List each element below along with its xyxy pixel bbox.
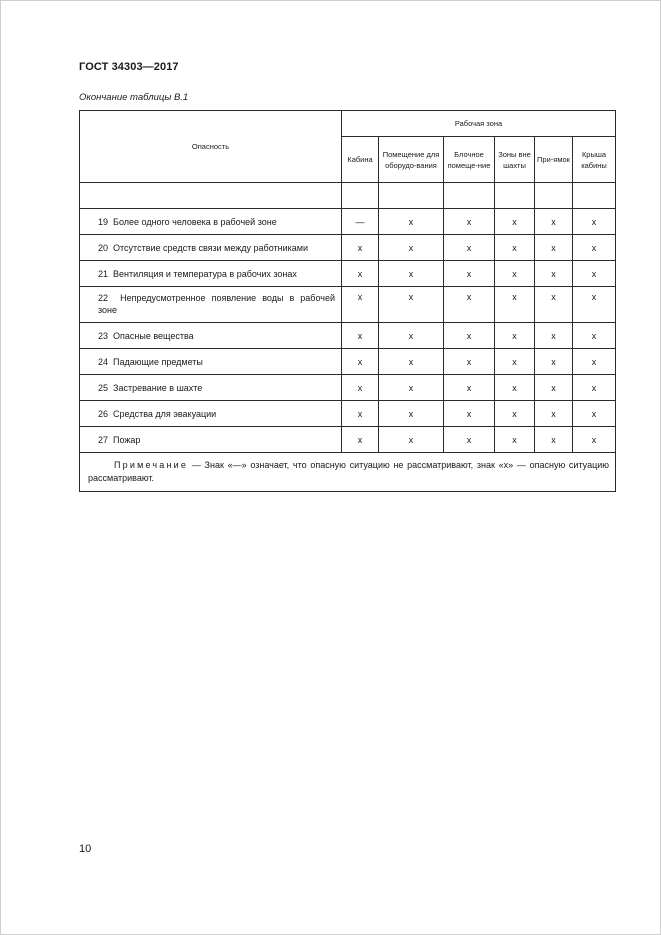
mark-cell: х — [342, 427, 379, 453]
mark-cell: х — [444, 401, 495, 427]
mark-cell: х — [495, 323, 535, 349]
mark-cell: х — [379, 349, 444, 375]
zone-header-outside-shaft: Зоны вне шахты — [495, 137, 535, 183]
mark-cell: х — [573, 235, 616, 261]
mark-cell: х — [379, 375, 444, 401]
hazard-name — [80, 401, 342, 427]
mark-cell: х — [379, 209, 444, 235]
row-number: 20 — [98, 242, 109, 253]
table-row — [80, 287, 616, 323]
header-separator — [80, 183, 616, 209]
mark-cell: х — [342, 235, 379, 261]
hazard-table — [79, 110, 616, 492]
table-row — [80, 261, 616, 287]
mark-cell: х — [444, 375, 495, 401]
mark-cell: х — [444, 261, 495, 287]
hazard-name — [80, 323, 342, 349]
mark-cell: х — [379, 323, 444, 349]
mark-cell: х — [535, 287, 573, 323]
table-caption: Окончание таблицы В.1 — [79, 92, 189, 103]
mark-cell: х — [535, 323, 573, 349]
mark-cell: х — [495, 401, 535, 427]
table-row — [80, 349, 616, 375]
mark-cell: х — [495, 287, 535, 323]
row-text: Средства для эвакуации — [113, 408, 217, 419]
zone-header-pit: При-ямок — [535, 137, 573, 183]
mark-cell: х — [495, 375, 535, 401]
hazard-name — [80, 209, 342, 235]
table-row — [80, 235, 616, 261]
mark-cell: х — [444, 427, 495, 453]
mark-cell: х — [573, 375, 616, 401]
mark-cell: х — [573, 401, 616, 427]
mark-cell: х — [444, 287, 495, 323]
mark-cell: — — [342, 209, 379, 235]
mark-cell: х — [342, 323, 379, 349]
mark-cell: х — [379, 427, 444, 453]
row-text: Вентиляция и температура в рабочих зонах — [113, 268, 297, 279]
document-code: ГОСТ 34303—2017 — [79, 61, 179, 73]
mark-cell: х — [573, 323, 616, 349]
hazard-name — [80, 235, 342, 261]
mark-cell: х — [495, 209, 535, 235]
row-number: 27 — [98, 434, 109, 445]
row-text: Застревание в шахте — [113, 382, 203, 393]
hazard-name — [80, 427, 342, 453]
mark-cell: х — [573, 287, 616, 323]
mark-cell: х — [342, 375, 379, 401]
row-number: 25 — [98, 382, 109, 393]
mark-cell: х — [573, 209, 616, 235]
row-text: Опасные вещества — [113, 330, 194, 341]
mark-cell: х — [495, 261, 535, 287]
table-row — [80, 209, 616, 235]
note-text: — Знак «—» означает, что опасную ситуацию не рассматривают, знак «х» — опасную ситуацию рассматривают. — [88, 460, 610, 483]
note-cell — [80, 453, 616, 492]
mark-cell: х — [379, 235, 444, 261]
mark-cell: х — [379, 261, 444, 287]
zone-header-machine-room: Помещение для оборудо-вания — [379, 137, 444, 183]
row-text: Более одного человека в рабочей зоне — [113, 216, 277, 227]
hazard-column-header: Опасность — [80, 111, 342, 183]
mark-cell: х — [342, 401, 379, 427]
mark-cell: х — [495, 427, 535, 453]
zone-header-pulley-room: Блочное помеще-ние — [444, 137, 495, 183]
mark-cell: х — [535, 261, 573, 287]
mark-cell: х — [342, 287, 379, 323]
row-text: Отсутствие средств связи между работниками — [113, 242, 308, 253]
hazard-name — [80, 261, 342, 287]
table-note — [80, 453, 616, 492]
mark-cell: х — [379, 401, 444, 427]
row-text: Пожар — [113, 434, 141, 445]
hazard-name — [80, 349, 342, 375]
row-number: 23 — [98, 330, 109, 341]
mark-cell: х — [535, 401, 573, 427]
row-text: Падающие предметы — [113, 356, 203, 367]
zone-group-header: Рабочая зона — [342, 111, 616, 137]
mark-cell: х — [444, 209, 495, 235]
row-number: 22 — [98, 293, 109, 303]
table-row — [80, 323, 616, 349]
mark-cell: х — [573, 261, 616, 287]
mark-cell: х — [535, 235, 573, 261]
row-number: 26 — [98, 408, 109, 419]
mark-cell: х — [535, 209, 573, 235]
mark-cell: х — [379, 287, 444, 323]
row-number: 21 — [98, 268, 109, 279]
mark-cell: х — [535, 427, 573, 453]
table-row — [80, 401, 616, 427]
mark-cell: х — [444, 235, 495, 261]
mark-cell: х — [495, 349, 535, 375]
table-row — [80, 427, 616, 453]
mark-cell: х — [444, 323, 495, 349]
row-number: 24 — [98, 356, 109, 367]
table-row — [80, 375, 616, 401]
mark-cell: х — [573, 349, 616, 375]
note-prefix: Примечание — [114, 460, 189, 470]
zone-header-cabin: Кабина — [342, 137, 379, 183]
mark-cell: х — [535, 349, 573, 375]
mark-cell: х — [495, 235, 535, 261]
page-number: 10 — [79, 843, 92, 855]
zone-header-car-roof: Крыша кабины — [573, 137, 616, 183]
mark-cell: х — [342, 261, 379, 287]
hazard-name — [80, 375, 342, 401]
row-text: Непредусмотренное появление воды в рабочей зоне — [98, 293, 335, 315]
hazard-name — [80, 287, 342, 323]
mark-cell: х — [573, 427, 616, 453]
mark-cell: х — [535, 375, 573, 401]
row-number: 19 — [98, 216, 109, 227]
mark-cell: х — [342, 349, 379, 375]
mark-cell: х — [444, 349, 495, 375]
